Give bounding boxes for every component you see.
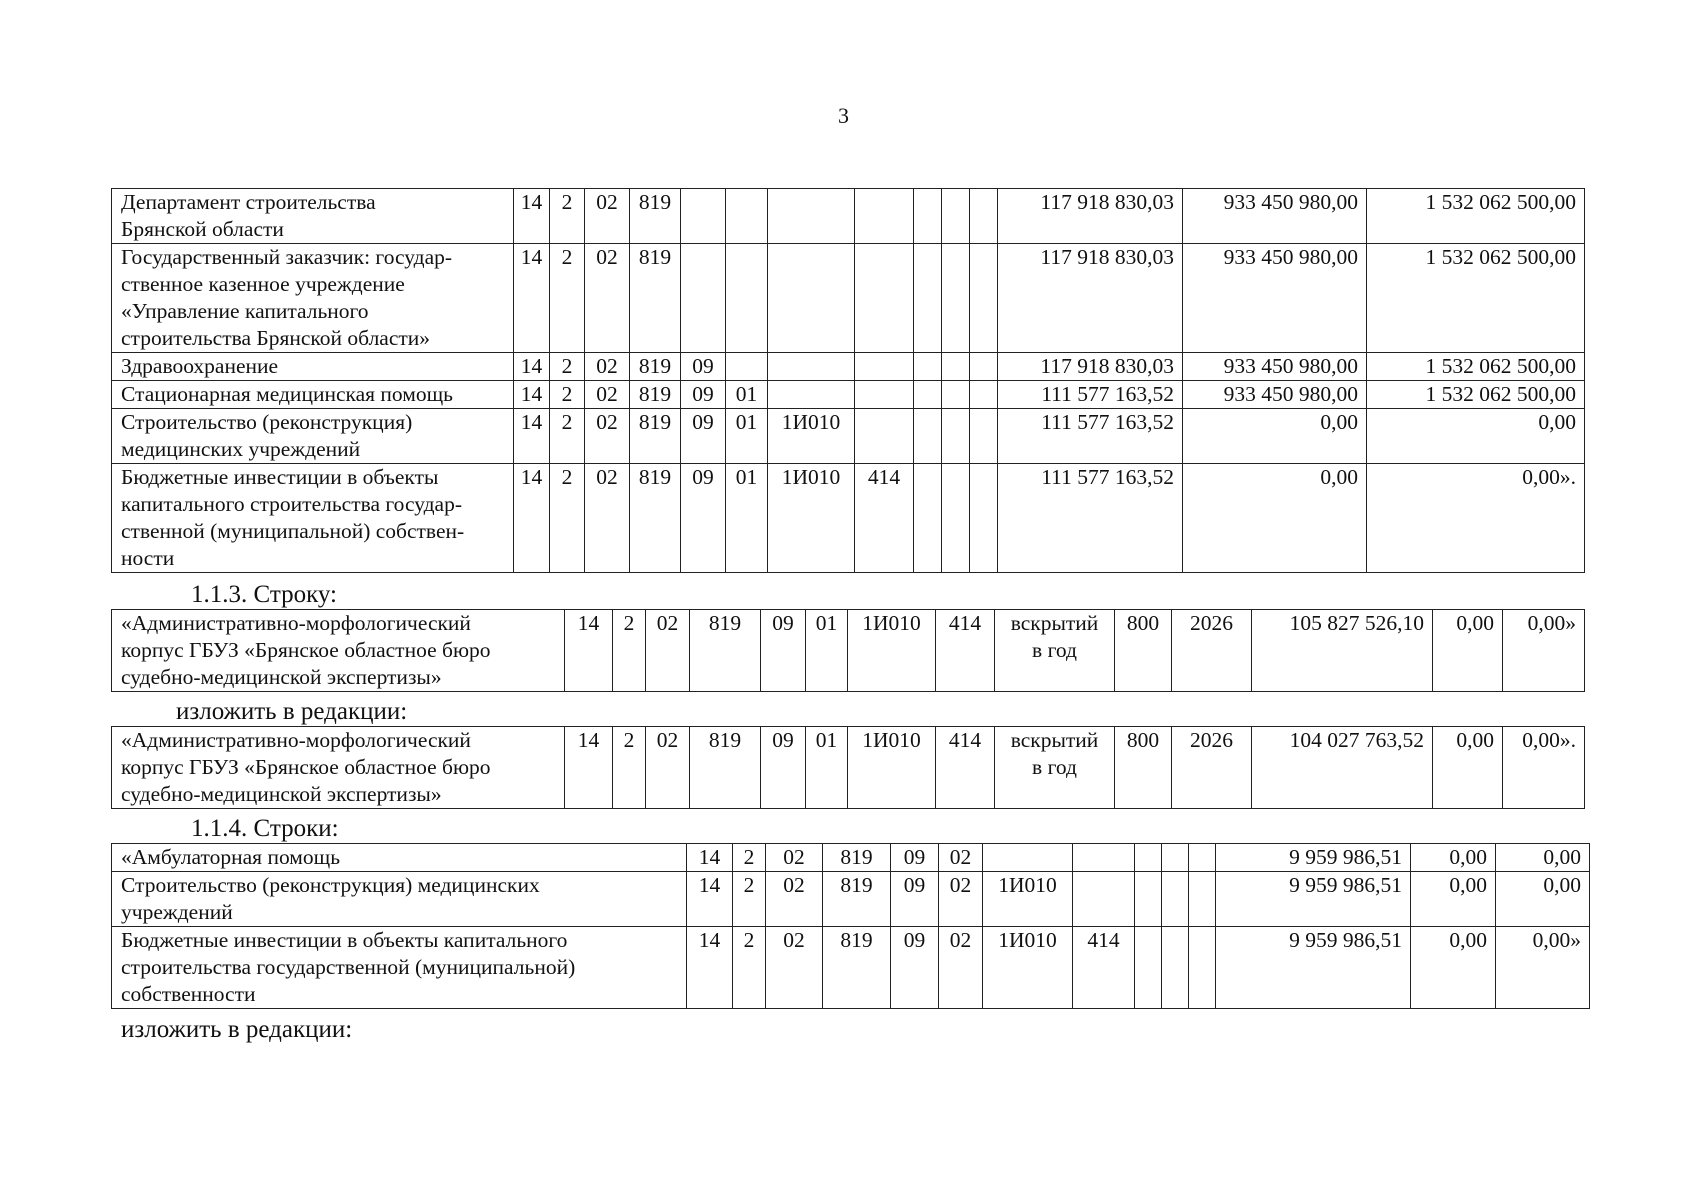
table-row bbox=[112, 189, 1585, 244]
code-cell bbox=[1162, 872, 1189, 927]
code-cell: 14 bbox=[514, 244, 550, 353]
code-cell bbox=[970, 189, 998, 244]
amount-cell: 111 577 163,52 bbox=[998, 381, 1183, 409]
code-cell: 02 bbox=[939, 927, 983, 1009]
code-cell bbox=[942, 464, 970, 573]
code-cell bbox=[768, 353, 855, 381]
code-cell: 14 bbox=[687, 844, 733, 872]
code-cell: 819 bbox=[823, 872, 891, 927]
code-cell: 01 bbox=[726, 381, 768, 409]
code-cell bbox=[855, 409, 914, 464]
row-name-cell: Строительство (реконструкция) медицинских учреждений bbox=[112, 409, 514, 464]
budget-table-new-row bbox=[111, 726, 1585, 809]
table-row bbox=[112, 353, 1585, 381]
table-row bbox=[112, 727, 1585, 809]
budget-table-old-row bbox=[111, 609, 1585, 692]
code-cell: 14 bbox=[565, 610, 613, 692]
code-cell bbox=[1189, 927, 1216, 1009]
code-cell bbox=[681, 244, 726, 353]
row-name-cell: «Административно-морфологический корпус ГБУЗ «Брянское областное бюро судебно-медицинской экспертизы» bbox=[112, 610, 565, 692]
code-cell: 414 bbox=[855, 464, 914, 573]
amount-cell: 9 959 986,51 bbox=[1216, 844, 1411, 872]
code-cell: 14 bbox=[514, 464, 550, 573]
amount-cell: 1 532 062 500,00 bbox=[1367, 353, 1585, 381]
code-cell: 1И010 bbox=[848, 610, 936, 692]
code-cell bbox=[1135, 872, 1162, 927]
amount-cell: 104 027 763,52 bbox=[1252, 727, 1433, 809]
code-cell bbox=[768, 244, 855, 353]
code-cell: 01 bbox=[726, 409, 768, 464]
code-cell: 01 bbox=[806, 610, 848, 692]
code-cell: 02 bbox=[939, 872, 983, 927]
code-cell: 414 bbox=[1073, 927, 1135, 1009]
code-cell: 2026 bbox=[1172, 727, 1252, 809]
amount-cell: 0,00». bbox=[1367, 464, 1585, 573]
code-cell: 02 bbox=[646, 727, 690, 809]
code-cell bbox=[768, 381, 855, 409]
code-cell: 09 bbox=[681, 381, 726, 409]
code-cell bbox=[914, 381, 942, 409]
code-cell: 09 bbox=[891, 872, 939, 927]
amount-cell: 933 450 980,00 bbox=[1183, 381, 1367, 409]
amount-cell: 0,00 bbox=[1367, 409, 1585, 464]
code-cell: 414 bbox=[936, 727, 995, 809]
amount-cell: 1 532 062 500,00 bbox=[1367, 189, 1585, 244]
budget-table-main bbox=[111, 188, 1585, 573]
amount-cell: 0,00 bbox=[1183, 464, 1367, 573]
code-cell: 819 bbox=[823, 844, 891, 872]
table-row bbox=[112, 610, 1585, 692]
table-row bbox=[112, 464, 1585, 573]
amount-cell: 117 918 830,03 bbox=[998, 244, 1183, 353]
code-cell: 2 bbox=[733, 844, 766, 872]
row-name-cell: Государственный заказчик: государ- ственное казенное учреждение «Управление капитального строительства Брянской области» bbox=[112, 244, 514, 353]
code-cell: 02 bbox=[939, 844, 983, 872]
code-cell: 14 bbox=[514, 381, 550, 409]
table-row bbox=[112, 872, 1590, 927]
code-cell: 2 bbox=[550, 189, 585, 244]
code-cell: 1И010 bbox=[768, 409, 855, 464]
row-name-cell: Стационарная медицинская помощь bbox=[112, 381, 514, 409]
code-cell: 01 bbox=[726, 464, 768, 573]
code-cell bbox=[726, 189, 768, 244]
code-cell: 09 bbox=[681, 409, 726, 464]
table-row bbox=[112, 927, 1590, 1009]
code-cell: 14 bbox=[687, 872, 733, 927]
code-cell: 1И010 bbox=[983, 927, 1073, 1009]
code-cell: 2 bbox=[550, 409, 585, 464]
amount-cell: 9 959 986,51 bbox=[1216, 872, 1411, 927]
amount-cell: 0,00 bbox=[1411, 872, 1496, 927]
amount-cell: 1 532 062 500,00 bbox=[1367, 244, 1585, 353]
code-cell: 2 bbox=[550, 353, 585, 381]
code-cell: 2 bbox=[613, 610, 646, 692]
code-cell: 2 bbox=[733, 927, 766, 1009]
code-cell: 2 bbox=[733, 872, 766, 927]
amount-cell: 0,00 bbox=[1411, 927, 1496, 1009]
code-cell: 819 bbox=[823, 927, 891, 1009]
code-cell bbox=[1162, 844, 1189, 872]
code-cell bbox=[681, 189, 726, 244]
code-cell: 2 bbox=[550, 244, 585, 353]
amount-cell: 933 450 980,00 bbox=[1183, 244, 1367, 353]
row-name-cell: Здравоохранение bbox=[112, 353, 514, 381]
page-number: 3 bbox=[838, 103, 849, 128]
amount-cell: 0,00». bbox=[1503, 727, 1585, 809]
code-cell bbox=[970, 464, 998, 573]
code-cell: 2 bbox=[550, 464, 585, 573]
code-cell bbox=[855, 189, 914, 244]
section-heading-edit-2: изложить в редакции: bbox=[121, 1016, 353, 1043]
code-cell bbox=[1073, 844, 1135, 872]
code-cell bbox=[1135, 927, 1162, 1009]
amount-cell: 105 827 526,10 bbox=[1252, 610, 1433, 692]
code-cell bbox=[914, 353, 942, 381]
code-cell bbox=[726, 353, 768, 381]
code-cell bbox=[1162, 927, 1189, 1009]
code-cell: 02 bbox=[766, 927, 823, 1009]
amount-cell: 0,00 bbox=[1411, 844, 1496, 872]
code-cell: вскрытий в год bbox=[995, 727, 1115, 809]
code-cell bbox=[970, 381, 998, 409]
amount-cell: 111 577 163,52 bbox=[998, 409, 1183, 464]
code-cell: 14 bbox=[687, 927, 733, 1009]
amount-cell: 933 450 980,00 bbox=[1183, 353, 1367, 381]
code-cell: 819 bbox=[630, 464, 681, 573]
code-cell: 09 bbox=[891, 927, 939, 1009]
code-cell bbox=[855, 353, 914, 381]
row-name-cell: Бюджетные инвестиции в объекты капитального строительства государственной (муниципальной) собственности bbox=[112, 927, 687, 1009]
code-cell bbox=[942, 409, 970, 464]
code-cell: 819 bbox=[630, 381, 681, 409]
amount-cell: 1 532 062 500,00 bbox=[1367, 381, 1585, 409]
amount-cell: 117 918 830,03 bbox=[998, 353, 1183, 381]
code-cell: 14 bbox=[514, 409, 550, 464]
code-cell: 02 bbox=[766, 872, 823, 927]
row-name-cell: Бюджетные инвестиции в объекты капитального строительства государ- ственной (муниципальной) собствен- ности bbox=[112, 464, 514, 573]
row-name-cell: Строительство (реконструкция) медицинских учреждений bbox=[112, 872, 687, 927]
code-cell: вскрытий в год bbox=[995, 610, 1115, 692]
amount-cell: 111 577 163,52 bbox=[998, 464, 1183, 573]
code-cell: 02 bbox=[585, 244, 630, 353]
code-cell bbox=[942, 353, 970, 381]
code-cell: 819 bbox=[630, 189, 681, 244]
amount-cell: 0,00 bbox=[1496, 872, 1590, 927]
code-cell: 2 bbox=[550, 381, 585, 409]
section-heading-edit-1: изложить в редакции: bbox=[176, 698, 408, 725]
section-heading-1-1-3: 1.1.3. Строку: bbox=[191, 581, 337, 608]
code-cell bbox=[768, 189, 855, 244]
code-cell: 14 bbox=[514, 189, 550, 244]
amount-cell: 117 918 830,03 bbox=[998, 189, 1183, 244]
row-name-cell: «Административно-морфологический корпус ГБУЗ «Брянское областное бюро судебно-медицинской экспертизы» bbox=[112, 727, 565, 809]
row-name-cell: Департамент строительства Брянской области bbox=[112, 189, 514, 244]
amount-cell: 933 450 980,00 bbox=[1183, 189, 1367, 244]
amount-cell: 0,00 bbox=[1433, 610, 1503, 692]
section-heading-1-1-4: 1.1.4. Строки: bbox=[191, 815, 339, 842]
code-cell bbox=[942, 381, 970, 409]
code-cell bbox=[983, 844, 1073, 872]
code-cell bbox=[726, 244, 768, 353]
code-cell: 14 bbox=[565, 727, 613, 809]
row-name-cell: «Амбулаторная помощь bbox=[112, 844, 687, 872]
amount-cell: 0,00 bbox=[1496, 844, 1590, 872]
code-cell: 800 bbox=[1115, 610, 1172, 692]
code-cell: 14 bbox=[514, 353, 550, 381]
code-cell bbox=[942, 244, 970, 353]
code-cell bbox=[855, 244, 914, 353]
code-cell bbox=[1189, 872, 1216, 927]
table-row bbox=[112, 244, 1585, 353]
code-cell: 02 bbox=[585, 409, 630, 464]
code-cell bbox=[970, 244, 998, 353]
code-cell bbox=[914, 464, 942, 573]
code-cell bbox=[914, 244, 942, 353]
code-cell: 800 bbox=[1115, 727, 1172, 809]
code-cell bbox=[970, 353, 998, 381]
amount-cell: 0,00 bbox=[1433, 727, 1503, 809]
code-cell: 819 bbox=[690, 610, 761, 692]
code-cell: 819 bbox=[690, 727, 761, 809]
code-cell: 2 bbox=[613, 727, 646, 809]
code-cell: 09 bbox=[761, 610, 806, 692]
code-cell bbox=[1189, 844, 1216, 872]
code-cell: 09 bbox=[681, 353, 726, 381]
code-cell: 1И010 bbox=[768, 464, 855, 573]
amount-cell: 0,00» bbox=[1503, 610, 1585, 692]
code-cell bbox=[942, 189, 970, 244]
code-cell: 02 bbox=[585, 464, 630, 573]
code-cell bbox=[914, 189, 942, 244]
code-cell bbox=[970, 409, 998, 464]
code-cell: 2026 bbox=[1172, 610, 1252, 692]
code-cell: 09 bbox=[891, 844, 939, 872]
amount-cell: 0,00» bbox=[1496, 927, 1590, 1009]
code-cell: 02 bbox=[766, 844, 823, 872]
code-cell: 819 bbox=[630, 244, 681, 353]
code-cell bbox=[914, 409, 942, 464]
table-row bbox=[112, 844, 1590, 872]
code-cell: 02 bbox=[585, 353, 630, 381]
code-cell: 819 bbox=[630, 353, 681, 381]
code-cell: 02 bbox=[585, 189, 630, 244]
code-cell: 1И010 bbox=[848, 727, 936, 809]
amount-cell: 9 959 986,51 bbox=[1216, 927, 1411, 1009]
table-row bbox=[112, 409, 1585, 464]
amount-cell: 0,00 bbox=[1183, 409, 1367, 464]
code-cell: 09 bbox=[681, 464, 726, 573]
code-cell bbox=[855, 381, 914, 409]
code-cell: 09 bbox=[761, 727, 806, 809]
code-cell bbox=[1135, 844, 1162, 872]
code-cell: 02 bbox=[585, 381, 630, 409]
code-cell: 414 bbox=[936, 610, 995, 692]
code-cell bbox=[1073, 872, 1135, 927]
code-cell: 819 bbox=[630, 409, 681, 464]
code-cell: 02 bbox=[646, 610, 690, 692]
code-cell: 01 bbox=[806, 727, 848, 809]
table-row bbox=[112, 381, 1585, 409]
code-cell: 1И010 bbox=[983, 872, 1073, 927]
budget-table-ambulatory bbox=[111, 843, 1590, 1009]
